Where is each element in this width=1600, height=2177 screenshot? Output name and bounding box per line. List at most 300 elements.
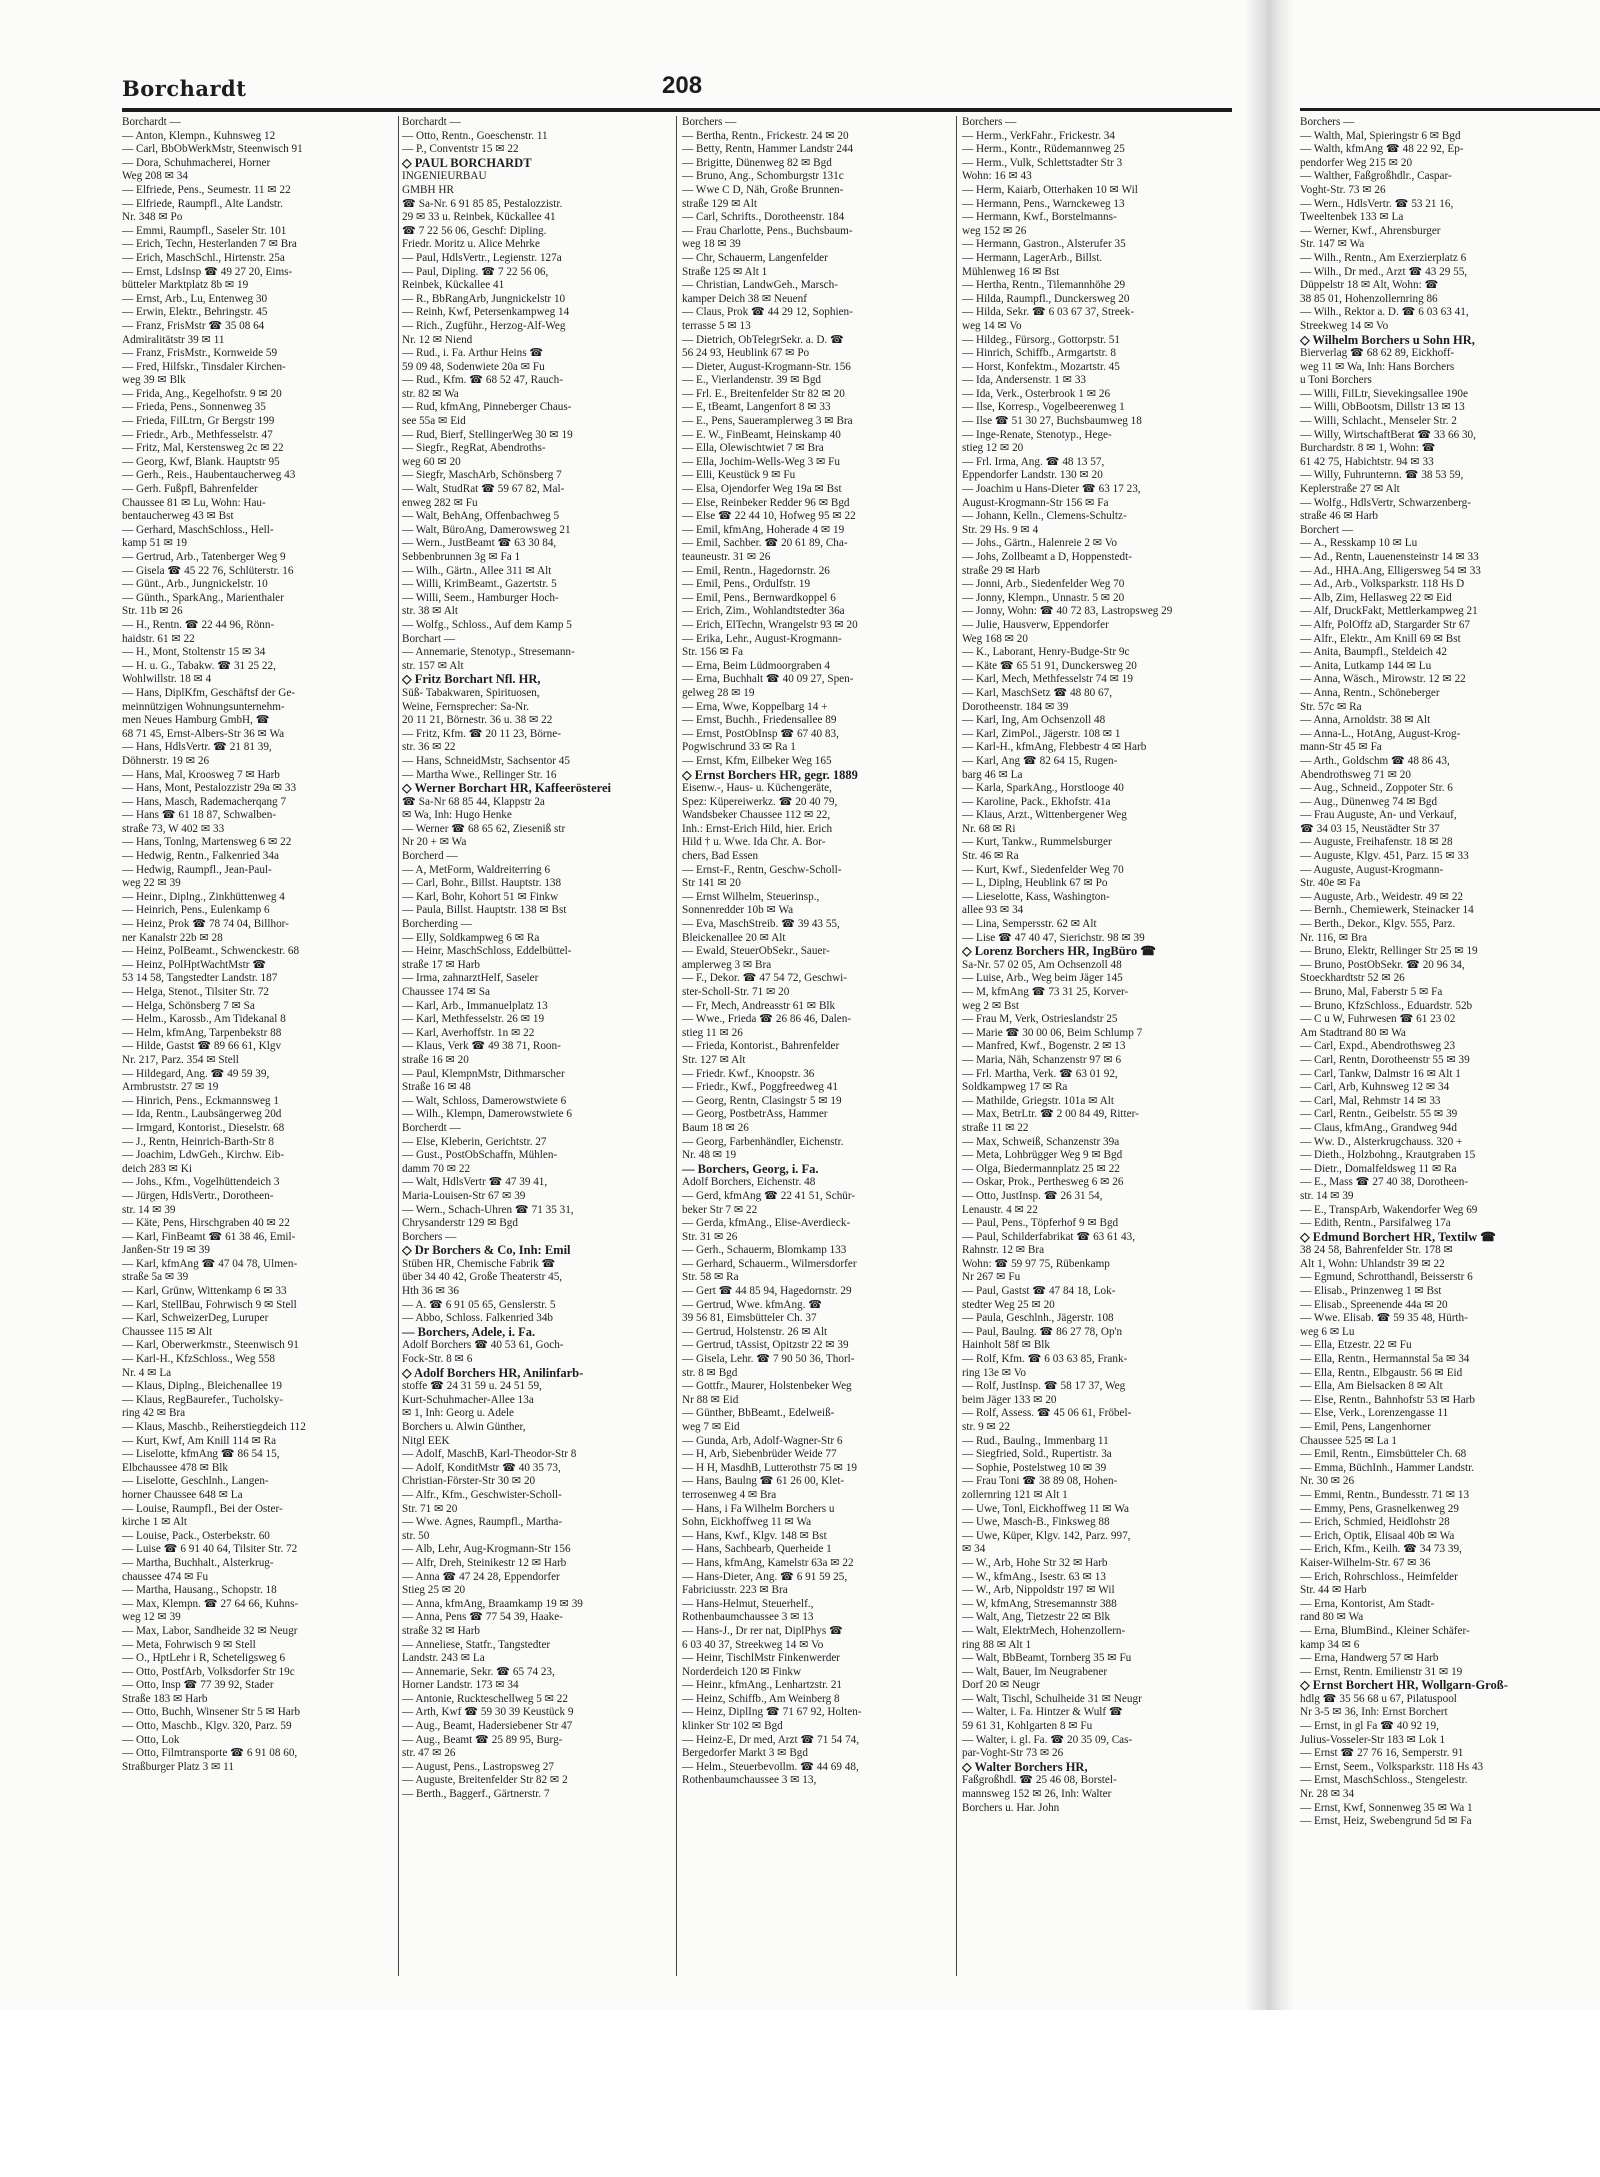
- directory-entry: — Walt, BbBeamt, Tornberg 35 ✉ Fu: [962, 1652, 1132, 1665]
- directory-entry: Sebbenbrunnen 3g ✉ Fa 1: [402, 551, 521, 563]
- directory-entry: chaussee 474 ✉ Fu: [122, 1570, 209, 1583]
- directory-entry: — Julie, Hausverw, Eppendorfer: [962, 618, 1109, 631]
- directory-entry: — Friedr., Kwf., Poggfreedweg 41: [682, 1081, 838, 1094]
- directory-entry: Düppelstr 18 ✉ Alt, Wohn: ☎: [1300, 279, 1439, 292]
- directory-entry: — Herm., VerkFahr., Frickestr. 34: [962, 129, 1115, 142]
- directory-entry: — Manfred, Kwf., Bogenstr. 2 ✉ 13: [962, 1040, 1126, 1053]
- directory-entry: — Hermann, Gastron., Alsterufer 35: [962, 238, 1126, 251]
- directory-entry: Alt 1, Wohn: Uhlandstr 39 ✉ 22: [1300, 1257, 1445, 1270]
- directory-entry: — Emmi, Raumpfl., Saseler Str. 101: [122, 224, 287, 237]
- directory-entry: Sohn, Eickhoffweg 11 ✉ Wa: [682, 1516, 812, 1529]
- directory-entry: str. 157 ✉ Alt: [402, 659, 464, 672]
- directory-entry: — Ella, Olewischtwiet 7 ✉ Bra: [682, 442, 824, 455]
- directory-entry: — Heinr., kfmAng., Lenhartzstr. 21: [682, 1679, 843, 1692]
- directory-entry: ☎ Sa-Nr 68 85 44, Klappstr 2a: [402, 795, 545, 808]
- directory-entry: — Walt, Schloss, Damerowstwiete 6: [402, 1094, 567, 1107]
- directory-entry: — Anneliese, Statfr., Tangstedter: [402, 1638, 551, 1651]
- directory-entry: — Hans, Kwf., Klgv. 148 ✉ Bst: [682, 1529, 827, 1542]
- directory-entry: — Hermann, Kwf., Borstelmanns-: [962, 211, 1117, 224]
- directory-entry: — Annemarie, Stenotyp., Stresemann-: [402, 646, 575, 659]
- directory-entry: — Fritz, Kfm. ☎ 20 11 23, Börne-: [402, 727, 561, 740]
- directory-entry: — Kurt, Kwf, Am Knill 114 ✉ Ra: [122, 1434, 277, 1447]
- directory-entry: Armbruststr. 27 ✉ 19: [122, 1081, 219, 1094]
- directory-entry: — Gertrud, Holstenstr. 26 ✉ Alt: [682, 1325, 828, 1338]
- directory-entry: — Elfriede, Pens., Seumestr. 11 ✉ 22: [122, 183, 291, 196]
- directory-entry: — Karl, Oberwerkmstr., Steenwisch 91: [122, 1339, 299, 1352]
- directory-entry: — Alb, Lehr, Aug-Krogmann-Str 156: [402, 1543, 571, 1556]
- directory-entry: — Helm., Steuerbevollm. ☎ 44 69 48,: [682, 1760, 859, 1773]
- directory-entry: — Carl, Expd., Abendrothsweg 23: [1300, 1040, 1456, 1053]
- directory-entry: — Ad., Rentn, Lauenensteinstr 14 ✉ 33: [1300, 551, 1479, 563]
- directory-entry: — Walt, HdlsVertr ☎ 47 39 41,: [402, 1176, 548, 1189]
- directory-entry: — Ernst, MaschSchloss., Stengelestr.: [1300, 1774, 1468, 1787]
- directory-entry: — Ww. D., Alsterkrugchauss. 320 +: [1300, 1135, 1463, 1148]
- directory-entry: — Dieth., Holzbohng., Krautgraben 15: [1300, 1149, 1476, 1162]
- directory-entry: horner Chaussee 648 ✉ La: [122, 1488, 243, 1501]
- directory-entry: 53 14 58, Tangstedter Landstr. 187: [122, 972, 278, 985]
- directory-entry: — Frl. Martha, Verk. ☎ 63 01 92,: [962, 1067, 1118, 1080]
- directory-entry: Str. 71 ✉ 20: [402, 1502, 458, 1515]
- directory-entry: — Johann, Kelln., Clemens-Schultz-: [962, 510, 1127, 523]
- book-gutter-shadow: [1244, 0, 1294, 2010]
- directory-entry: straße 129 ✉ Alt: [682, 197, 757, 210]
- directory-entry: straße 5a ✉ 39: [122, 1271, 189, 1284]
- directory-entry: Str. 127 ✉ Alt: [682, 1053, 746, 1066]
- directory-entry: — Marie ☎ 30 00 06, Beim Schlump 7: [962, 1026, 1143, 1039]
- directory-entry: — Bruno, KfzSchloss., Eduardstr. 52b: [1300, 999, 1473, 1012]
- directory-entry: Str. 147 ✉ Wa: [1300, 238, 1365, 251]
- directory-entry: — Herm., Kontr., Rüdemannweg 25: [962, 143, 1125, 156]
- directory-entry: — Hedwig, Rentn., Falkenried 34a: [122, 850, 279, 863]
- directory-entry: — Betty, Rentn, Hammer Landstr 244: [682, 143, 854, 156]
- directory-entry: Stoeckhardtstr 52 ✉ 26: [1300, 972, 1405, 985]
- directory-entry: August-Krogmann-Str 156 ✉ Fa: [962, 496, 1109, 509]
- business-listing: ◇ Fritz Borchart Nfl. HR,: [402, 673, 541, 687]
- directory-entry: — Olga, Biedermannplatz 25 ✉ 22: [962, 1162, 1120, 1175]
- directory-entry: Maria-Louisen-Str 67 ✉ 39: [402, 1189, 526, 1202]
- directory-entry: — E. W., FinBeamt, Heinskamp 40: [682, 428, 841, 441]
- directory-entry: — Bruno, Mal, Faberstr 5 ✉ Fa: [1300, 986, 1443, 998]
- business-listing: ◇ PAUL BORCHARDT: [402, 156, 532, 170]
- directory-entry: — Anna, Pens ☎ 77 54 39, Haake-: [402, 1611, 563, 1624]
- directory-entry: — Else, Reinbeker Redder 96 ✉ Bgd: [682, 496, 850, 509]
- directory-entry: — Hans, Tonlng, Martensweg 6 ✉ 22: [122, 836, 292, 849]
- directory-entry: — Alfr., Elektr., Am Knill 69 ✉ Bst: [1300, 632, 1461, 645]
- directory-entry: — Abbo, Schloss. Falkenried 34b: [402, 1312, 554, 1325]
- directory-entry: u Toni Borchers: [1300, 374, 1372, 387]
- directory-entry: — Gisela ☎ 45 22 76, Schlüterstr. 16: [122, 564, 294, 577]
- business-listing: ◇ Lorenz Borchers HR, IngBüro ☎: [962, 945, 1156, 959]
- directory-entry: — A., Resskamp 10 ✉ Lu: [1300, 537, 1418, 550]
- directory-entry: — Heinz, Schiffb., Am Weinberg 8: [682, 1692, 840, 1705]
- directory-entry: — Ernst, Kwf, Sonnenweg 35 ✉ Wa 1: [1300, 1801, 1473, 1814]
- directory-entry: — Heinz, PolHptWachtMstr ☎: [122, 958, 267, 971]
- directory-entry: — Claus, kfmAng., Grandweg 94d: [1300, 1121, 1457, 1134]
- directory-entry: Wohlwillstr. 18 ✉ 4: [122, 673, 212, 686]
- directory-entry: Burchardstr. 8 ✉ 1, Wohn: ☎: [1300, 442, 1436, 455]
- directory-entry: — Wwe C D, Näh, Große Brunnen-: [682, 183, 844, 196]
- directory-entry: — Carl, Rentn, Dorotheenstr 55 ✉ 39: [1300, 1053, 1470, 1066]
- directory-entry: — Walt, StudRat ☎ 59 67 82, Mal-: [402, 483, 565, 496]
- directory-entry: str. 14 ✉ 39: [122, 1203, 176, 1216]
- directory-entry: — Hans, Baulng ☎ 61 26 00, Klet-: [682, 1475, 845, 1488]
- directory-entry: Nr. 68 ✉ Ri: [962, 822, 1016, 835]
- column-divider: [956, 116, 957, 1976]
- directory-entry: — Karl, ZimPol., Jägerstr. 108 ✉ 1: [962, 727, 1121, 740]
- directory-entry: — Hans, kfmAng, Kamelstr 63a ✉ 22: [682, 1556, 854, 1569]
- directory-entry: — Anna, Arnoldstr. 38 ✉ Alt: [1300, 714, 1431, 727]
- directory-entry: klinker Str 102 ✉ Bgd: [682, 1720, 783, 1733]
- directory-entry: — Alfr, PolOffz aD, Stargarder Str 67: [1300, 618, 1471, 631]
- directory-entry: Straßburger Platz 3 ✉ 11: [122, 1760, 234, 1773]
- directory-entry: — E, tBeamt, Langenfort 8 ✉ 33: [682, 401, 831, 414]
- directory-entry: str. 14 ✉ 39: [1300, 1189, 1354, 1202]
- directory-entry: Nr. 28 ✉ 34: [1300, 1788, 1355, 1801]
- directory-entry: — Franz, FrisMstr., Kornweide 59: [122, 347, 278, 360]
- directory-entry: — Lina, Sempersstr. 62 ✉ Alt: [962, 918, 1097, 931]
- directory-entry: — Carl, Schrifts., Dorotheenstr. 184: [682, 211, 845, 224]
- directory-entry: — Dietrich, ObTelegrSekr. a. D. ☎: [682, 333, 844, 346]
- directory-entry: — Borchers, Georg, i. Fa.: [682, 1162, 819, 1176]
- directory-entry: — Hildegard, Ang. ☎ 49 59 39,: [122, 1067, 270, 1080]
- directory-entry: beim Jäger 133 ✉ 20: [962, 1393, 1057, 1406]
- directory-entry: Chrysanderstr 129 ✉ Bgd: [402, 1217, 518, 1230]
- directory-entry: — Frl. Irma, Ang. ☎ 48 13 57,: [962, 455, 1105, 468]
- directory-entry: — Karl, Methfesselstr. 26 ✉ 19: [402, 1013, 545, 1026]
- directory-entry: — Karl, kfmAng ☎ 47 04 78, Ulmen-: [122, 1257, 298, 1270]
- directory-entry: — Wilh., Klempn, Damerowstwiete 6: [402, 1108, 572, 1121]
- directory-entry: — Erna, Handwerg 57 ✉ Harb: [1300, 1652, 1439, 1665]
- directory-entry: — Elisab., Prinzenweg 1 ✉ Bst: [1300, 1285, 1442, 1298]
- directory-entry: — Jürgen, HdlsVertr., Dorotheen-: [122, 1189, 274, 1202]
- directory-entry: Str. 31 ✉ 26: [682, 1230, 738, 1243]
- directory-entry: — Georg, Farbenhändler, Eichenstr.: [682, 1135, 844, 1148]
- directory-entry: — Hilda, Sekr. ☎ 6 03 67 37, Streek-: [962, 306, 1135, 319]
- business-listing: ◇ Ernst Borchers HR, gegr. 1889: [682, 768, 858, 782]
- directory-entry: Chaussee 115 ✉ Alt: [122, 1325, 213, 1338]
- directory-entry: — Chr, Schauerm, Langenfelder: [682, 251, 828, 264]
- directory-entry: Borchers u. Alwin Günther,: [402, 1421, 526, 1433]
- directory-entry: — Karl, FinBeamt ☎ 61 38 46, Emil-: [122, 1230, 296, 1243]
- directory-entry: — Karl, Grünw, Wittenkamp 6 ✉ 33: [122, 1285, 287, 1298]
- directory-entry: — Emil, Pens., Bernwardkoppel 6: [682, 591, 836, 604]
- directory-entry: men Neues Hamburg GmbH, ☎: [122, 714, 270, 727]
- directory-entry: — Uwe, Tonl, Eickhoffweg 11 ✉ Wa: [962, 1502, 1129, 1515]
- directory-entry: Rothenbaumchaussee 3 ✉ 13: [682, 1611, 814, 1624]
- directory-column-4: [962, 116, 1232, 1976]
- directory-entry: — Ernst ☎ 27 76 16, Semperstr. 91: [1300, 1747, 1464, 1760]
- directory-entry: str. 38 ✉ Alt: [402, 605, 458, 618]
- directory-entry: Chaussee 525 ✉ La 1: [1300, 1434, 1397, 1447]
- directory-entry: straße 32 ✉ Harb: [402, 1624, 481, 1637]
- directory-entry: — Gertrud, tAssist, Opitzstr 22 ✉ 39: [682, 1339, 849, 1352]
- directory-entry: — Claus, Prok ☎ 44 29 12, Sophien-: [682, 306, 853, 319]
- directory-entry: — Dietr., Domalfeldsweg 11 ✉ Ra: [1300, 1162, 1457, 1175]
- directory-entry: Str. 58 ✉ Ra: [682, 1271, 739, 1284]
- directory-entry: pendorfer Weg 215 ✉ 20: [1300, 156, 1413, 169]
- directory-entry: — Rud, kfmAng, Pinneberger Chaus-: [402, 401, 572, 414]
- directory-entry: — Karl-H., KfzSchloss., Weg 558: [122, 1353, 276, 1366]
- directory-entry: — Bernh., Chemiewerk, Steinacker 14: [1300, 904, 1474, 917]
- directory-entry: — Walt, ElektrMech, Hohenzollern-: [962, 1624, 1126, 1637]
- directory-column-3: [682, 116, 950, 1976]
- directory-entry: — Willi, FilLtr, Sievekingsallee 190e: [1300, 387, 1468, 400]
- directory-entry: — Ella, Jochim-Wells-Weg 3 ✉ Fu: [682, 455, 840, 468]
- directory-entry: — Willi, Seem., Hamburger Hoch-: [402, 591, 559, 604]
- directory-entry: Horner Landstr. 173 ✉ 34: [402, 1679, 519, 1692]
- directory-entry: — Ella, Am Bielsacken 8 ✉ Alt: [1300, 1380, 1443, 1393]
- directory-entry: — Alb, Zim, Hellasweg 22 ✉ Eid: [1300, 591, 1452, 604]
- directory-entry: — Bruno, Elektr, Rellinger Str 25 ✉ 19: [1300, 945, 1478, 958]
- directory-entry: 68 71 45, Ernst-Albers-Str 36 ✉ Wa: [122, 727, 285, 740]
- directory-entry: — Ernst, Kfm, Eilbeker Weg 165: [682, 754, 832, 767]
- directory-entry: — Karl, StellBau, Fohrwisch 9 ✉ Stell: [122, 1298, 297, 1311]
- directory-entry: — Käte ☎ 65 51 91, Dunckersweg 20: [962, 659, 1137, 672]
- directory-entry: INGENIEURBAU: [402, 170, 487, 183]
- directory-entry: Abendrothsweg 71 ✉ 20: [1300, 768, 1411, 781]
- directory-entry: Borchart —: [402, 632, 456, 645]
- directory-entry: — Berth., Dekor., Klgv. 555, Parz.: [1300, 918, 1456, 931]
- directory-entry: 59 61 31, Kohlgarten 8 ✉ Fu: [962, 1720, 1093, 1733]
- directory-entry: — Auguste, Arb., Weidestr. 49 ✉ 22: [1300, 890, 1464, 903]
- directory-entry: rand 80 ✉ Wa: [1300, 1611, 1364, 1624]
- directory-entry: Weg 208 ✉ 34: [122, 170, 188, 183]
- directory-entry: — Meta, Lohbrügger Weg 9 ✉ Bgd: [962, 1149, 1123, 1162]
- directory-entry: — Anita, Baumpfl., Steldeich 42: [1300, 646, 1447, 659]
- directory-entry: — Fritz, Mal, Kerstensweg 2c ✉ 22: [122, 442, 284, 455]
- directory-entry: — Erna, Buchhalt ☎ 40 09 27, Spen-: [682, 673, 854, 686]
- directory-entry: — Wilh., Dr med., Arzt ☎ 43 29 55,: [1300, 265, 1468, 278]
- directory-entry: — Heinz-E, Dr med, Arzt ☎ 71 54 74,: [682, 1733, 860, 1746]
- directory-entry: Borchardt —: [122, 116, 181, 128]
- directory-entry: — Johs., Gärtn., Halenreie 2 ✉ Vo: [962, 537, 1117, 550]
- directory-entry: — Emil, Rentn., Hagedornstr. 26: [682, 564, 830, 577]
- directory-entry: beker Str 7 ✉ 22: [682, 1203, 758, 1216]
- directory-entry: — Hans, i Fa Wilhelm Borchers u: [682, 1502, 835, 1515]
- directory-entry: — Oskar, Prok., Perthesweg 6 ✉ 26: [962, 1176, 1124, 1189]
- directory-entry: — Karoline, Pack., Ekhofstr. 41a: [962, 795, 1111, 808]
- directory-entry: — Wern., JustBeamt ☎ 63 30 84,: [402, 537, 557, 550]
- directory-entry: straße 46 ✉ Harb: [1300, 510, 1379, 523]
- directory-entry: — E., Mass ☎ 27 40 38, Dorotheen-: [1300, 1176, 1469, 1189]
- directory-entry: Baum 18 ✉ 26: [682, 1121, 749, 1134]
- directory-entry: — Dieter, August-Krogmann-Str. 156: [682, 360, 851, 373]
- directory-entry: Borcherd —: [402, 850, 458, 863]
- directory-entry: — Frieda, Kontorist., Bahrenfelder: [682, 1040, 840, 1053]
- directory-entry: — Otto, Buchh, Winsener Str 5 ✉ Harb: [122, 1706, 301, 1719]
- directory-entry: straße 11 ✉ 22: [962, 1121, 1029, 1134]
- directory-entry: — Hans, Masch, Rademacherqang 7: [122, 795, 287, 808]
- business-listing: ◇ Wilhelm Borchers u Sohn HR,: [1300, 333, 1475, 347]
- directory-entry: — Rud., Kfm. ☎ 68 52 47, Rauch-: [402, 374, 563, 387]
- directory-entry: über 34 40 42, Große Theaterstr 45,: [402, 1271, 563, 1284]
- directory-entry: str. 50: [402, 1529, 430, 1542]
- directory-entry: — Heinz, DiplIng ☎ 71 67 92, Holten-: [682, 1706, 862, 1719]
- directory-entry: — Walt, Bauer, Im Neugrabener: [962, 1665, 1108, 1678]
- directory-entry: — Karl, Ing, Am Ochsenzoll 48: [962, 714, 1106, 727]
- directory-entry: — Rolf, Kfm. ☎ 6 03 63 85, Frank-: [962, 1353, 1128, 1366]
- directory-entry: — Gust., PostObSchaffn, Mühlen-: [402, 1149, 558, 1162]
- directory-entry: — August, Pens., Lastropsweg 27: [402, 1760, 554, 1773]
- directory-entry: weg 7 ✉ Eid: [682, 1421, 740, 1433]
- directory-entry: — Karl, MaschSetz ☎ 48 80 67,: [962, 686, 1113, 699]
- directory-entry: Str. 29 Hs. 9 ✉ 4: [962, 523, 1039, 536]
- directory-entry: — Gerh., Reis., Haubentaucherweg 43: [122, 469, 296, 482]
- directory-entry: — Walt, Tischl, Schulheide 31 ✉ Neugr: [962, 1692, 1142, 1705]
- directory-entry: deich 283 ✉ Ki: [122, 1162, 192, 1175]
- directory-entry: — Bruno, PostObSekr. ☎ 20 96 34,: [1300, 958, 1465, 971]
- directory-entry: — J., Rentn, Heinrich-Barth-Str 8: [122, 1135, 274, 1148]
- directory-entry: Borcherding —: [402, 918, 472, 931]
- directory-entry: — H., Mont, Stoltenstr 15 ✉ 34: [122, 646, 266, 659]
- directory-entry: — Carl, BbObWerkMstr, Steenwisch 91: [122, 143, 303, 156]
- directory-entry: — Ida, Rentn., Laubsängerweg 20d: [122, 1108, 282, 1121]
- directory-entry: — H, Arb, Siebenbrüder Weide 77: [682, 1448, 837, 1461]
- directory-entry: Adolf Borchers ☎ 40 53 61, Goch-: [402, 1339, 564, 1352]
- directory-entry: — Max, Klempn. ☎ 27 64 66, Kuhns-: [122, 1597, 299, 1610]
- directory-entry: — Lise ☎ 47 40 47, Sierichstr. 98 ✉ 39: [962, 931, 1145, 944]
- directory-entry: kamper Deich 38 ✉ Neuenf: [682, 292, 807, 305]
- directory-entry: Mühlenweg 16 ✉ Bst: [962, 265, 1060, 278]
- directory-entry: Str. 11b ✉ 26: [122, 605, 183, 618]
- directory-entry: ✉ 1, Inh: Georg u. Adele: [402, 1407, 515, 1420]
- business-listing: ◇ Edmund Borchert HR, Textilw ☎: [1300, 1230, 1496, 1244]
- directory-entry: — Walth, Mal, Spieringstr 6 ✉ Bgd: [1300, 129, 1461, 142]
- directory-entry: amplerweg 3 ✉ Bra: [682, 958, 772, 971]
- directory-column-1: [122, 116, 392, 1976]
- directory-entry: — Siegfr, MaschArb, Schönsberg 7: [402, 469, 562, 482]
- directory-entry: — Kurt, Tankw., Rummelsburger: [962, 836, 1112, 849]
- directory-entry: — Otto, Filmtransporte ☎ 6 91 08 60,: [122, 1747, 298, 1760]
- directory-entry: — Carl, Bohr., Billst. Hauptstr. 138: [402, 877, 562, 890]
- directory-entry: stieg 12 ✉ 20: [962, 442, 1024, 455]
- directory-entry: — Liselotte, kfmAng ☎ 86 54 15,: [122, 1448, 280, 1461]
- directory-entry: — Aug., Dünenweg 74 ✉ Bgd: [1300, 795, 1438, 808]
- directory-entry: Chaussee 81 ✉ Lu, Wohn: Hau-: [122, 496, 266, 509]
- directory-entry: weg 22 ✉ 39: [122, 877, 181, 890]
- directory-entry: — Wilh., Rektor a. D. ☎ 6 03 63 41,: [1300, 306, 1469, 319]
- directory-entry: hdlg ☎ 35 56 68 u 67, Pilatuspool: [1300, 1692, 1457, 1705]
- directory-entry: Admiralitätstr 39 ✉ 11: [122, 333, 225, 346]
- directory-entry: — Helga, Stenot., Tilsiter Str. 72: [122, 986, 270, 998]
- directory-entry: — Alfr, Dreh, Steinikestr 12 ✉ Harb: [402, 1556, 567, 1569]
- directory-entry: — Paul, Schilderfabrikat ☎ 63 61 43,: [962, 1230, 1136, 1243]
- column-divider: [398, 116, 399, 1976]
- directory-entry: — Auguste, Klgv. 451, Parz. 15 ✉ 33: [1300, 850, 1469, 863]
- directory-column-2: [402, 116, 670, 1976]
- directory-entry: str. 47 ✉ 26: [402, 1747, 456, 1760]
- directory-entry: — Else, Rentn., Bahnhofstr 53 ✉ Harb: [1300, 1393, 1475, 1406]
- directory-entry: — Paul, KlempnMstr, Dithmarscher: [402, 1067, 565, 1080]
- directory-entry: weg 11 ✉ Wa, Inh: Hans Borchers: [1300, 360, 1455, 373]
- directory-entry: — Meta, Fohrwisch 9 ✉ Stell: [122, 1638, 256, 1651]
- directory-entry: — R., BbRangArb, Jungnickelstr 10: [402, 292, 566, 305]
- directory-entry: terrosenweg 4 ✉ Bra: [682, 1488, 777, 1501]
- directory-entry: Christian-Förster-Str 30 ✉ 20: [402, 1475, 536, 1488]
- directory-entry: — E., TranspArb, Wakendorfer Weg 69: [1300, 1203, 1478, 1216]
- directory-entry: — Günther, BbBeamt., Edelweiß-: [682, 1407, 835, 1420]
- directory-entry: — Ernst, LdsInsp ☎ 49 27 20, Eims-: [122, 265, 293, 278]
- directory-entry: — Carl, Mal, Rehmstr 14 ✉ 33: [1300, 1094, 1441, 1107]
- directory-entry: weg 39 ✉ Blk: [122, 374, 186, 387]
- directory-entry: Hild † u. Wwe. Ida Chr. A. Bor-: [682, 836, 826, 849]
- directory-entry: — W., kfmAng., Isestr. 63 ✉ 13: [962, 1570, 1106, 1583]
- directory-entry: 6 03 40 37, Streekweg 14 ✉ Vo: [682, 1638, 824, 1651]
- directory-entry: Nr. 4 ✉ La: [122, 1366, 172, 1379]
- directory-entry: kamp 34 ✉ 6: [1300, 1638, 1360, 1651]
- directory-entry: — Bruno, Ang., Schomburgstr 131c: [682, 170, 844, 183]
- directory-entry: — Anna, kfmAng, Braamkamp 19 ✉ 39: [402, 1597, 583, 1610]
- directory-entry: — Heinz, PolBeamt., Schwenckestr. 68: [122, 945, 300, 958]
- directory-entry: Reinbek, Kückallee 41: [402, 279, 505, 292]
- directory-entry: straße 16 ✉ 20: [402, 1053, 469, 1066]
- directory-entry: — Edith, Rentn., Parsifalweg 17a: [1300, 1217, 1451, 1230]
- directory-entry: ☎ Sa-Nr. 6 91 85 85, Pestalozzistr.: [402, 197, 563, 210]
- directory-entry: Str. 46 ✉ Ra: [962, 850, 1019, 863]
- directory-entry: — Emma, BüchInh., Hammer Landstr.: [1300, 1461, 1474, 1474]
- directory-entry: — Klaus, Maschb., Reiherstiegdeich 112: [122, 1421, 306, 1433]
- directory-entry: — Luise, Arb., Weg beim Jäger 145: [962, 972, 1123, 985]
- directory-entry: — Hans, SchneidMstr, Sachsentor 45: [402, 754, 570, 767]
- directory-entry: — Brigitte, Dünenweg 82 ✉ Bgd: [682, 156, 832, 169]
- directory-entry: — Friedr. Kwf., Knoopstr. 36: [682, 1067, 815, 1080]
- directory-entry: Nr 267 ✉ Fu: [962, 1271, 1021, 1284]
- directory-entry: — Georg, PostbetrAss, Hammer: [682, 1108, 828, 1121]
- directory-entry: — Gerd, kfmAng ☎ 22 41 51, Schür-: [682, 1189, 856, 1202]
- directory-entry: kirche 1 ✉ Alt: [122, 1516, 187, 1529]
- directory-entry: terrasse 5 ✉ 13: [682, 319, 751, 332]
- directory-entry: see 55a ✉ Eid: [402, 415, 466, 428]
- directory-entry: — Irma, zahnarztHelf, Saseler: [402, 972, 539, 985]
- directory-entry: — Christian, LandwGeh., Marsch-: [682, 279, 838, 292]
- directory-entry: — Arth., Goldschm ☎ 48 86 43,: [1300, 754, 1450, 767]
- directory-entry: stoffe ☎ 24 31 59 u. 24 51 59,: [402, 1380, 542, 1393]
- business-listing: ◇ Walter Borchers HR,: [962, 1760, 1088, 1774]
- directory-entry: — Erich, Zim., Wohlandtstedter 36a: [682, 605, 845, 618]
- directory-entry: Nr. 116, ✉ Bra: [1300, 931, 1368, 944]
- directory-entry: — Aug., Beamt ☎ 25 89 95, Burg-: [402, 1733, 563, 1746]
- directory-entry: haidstr. 61 ✉ 22: [122, 632, 195, 645]
- directory-entry: Borchert —: [1300, 523, 1354, 536]
- directory-entry: — Friedr., Arb., Methfesselstr. 47: [122, 428, 273, 441]
- directory-entry: — Hilda, Raumpfl., Dunckersweg 20: [962, 292, 1130, 305]
- directory-entry: Soldkampweg 17 ✉ Ra: [962, 1081, 1068, 1094]
- directory-entry: — Hans, Sachbearb, Querheide 1: [682, 1543, 832, 1556]
- directory-entry: Nr 20 + ✉ Wa: [402, 836, 467, 849]
- directory-entry: Am Stadtrand 80 ✉ Wa: [1300, 1026, 1406, 1039]
- directory-entry: — Willy, WirtschaftBerat ☎ 33 66 30,: [1300, 428, 1476, 441]
- directory-entry: — Georg, Rentn, Clasingstr 5 ✉ 19: [682, 1094, 842, 1107]
- directory-entry: — Erna, Wwe, Koppelbarg 14 +: [682, 700, 828, 713]
- directory-entry: — Emmi, Rentn., Bundesstr. 71 ✉ 13: [1300, 1488, 1470, 1501]
- directory-entry: Nitgl EEK: [402, 1434, 450, 1447]
- directory-entry: — Georg, Kwf, Blank. Hauptstr 95: [122, 455, 280, 468]
- directory-entry: Streekweg 14 ✉ Vo: [1300, 319, 1389, 332]
- directory-entry: — H. u. G., Tabakw. ☎ 31 25 22,: [122, 659, 276, 672]
- directory-entry: — Erna, Kontorist, Am Stadt-: [1300, 1597, 1435, 1610]
- directory-entry: Pogwischrund 33 ✉ Ra 1: [682, 741, 796, 754]
- directory-entry: kamp 51 ✉ 19: [122, 537, 187, 550]
- directory-entry: — E., Pens, Saueramplerweg 3 ✉ Bra: [682, 415, 853, 428]
- directory-entry: — Hildeg., Fürsorg., Gottorpstr. 51: [962, 333, 1120, 346]
- directory-entry: — Emil, Sachber. ☎ 20 61 89, Cha-: [682, 537, 848, 550]
- directory-entry: — Anna, Rentn., Schöneberger: [1300, 686, 1440, 699]
- directory-entry: — Frl. E., Breitenfelder Str 82 ✉ 20: [682, 387, 845, 400]
- directory-entry: — Wolfg., Schloss., Auf dem Kamp 5: [402, 618, 572, 631]
- directory-entry: Landstr. 243 ✉ La: [402, 1652, 485, 1665]
- directory-entry: — E., Vierlandenstr. 39 ✉ Bgd: [682, 374, 822, 387]
- directory-entry: — Walter, i. gl. Fa. ☎ 20 35 09, Cas-: [962, 1733, 1133, 1746]
